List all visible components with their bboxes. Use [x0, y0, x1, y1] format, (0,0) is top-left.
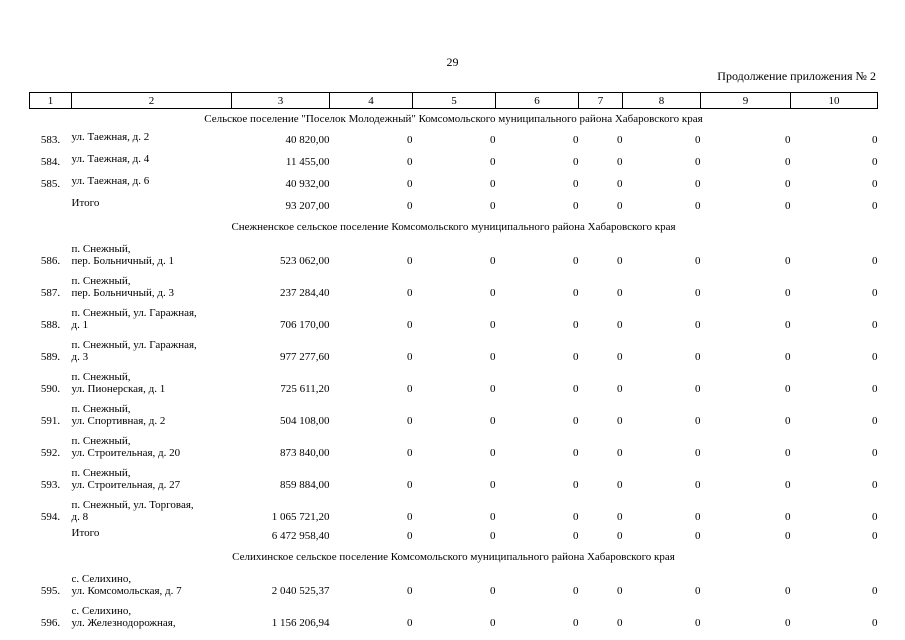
- value-cell: 0: [695, 200, 701, 212]
- address-line: ул. Пионерская, д. 1: [71, 383, 166, 395]
- value-cell: 0: [573, 287, 579, 299]
- value-cell: 0: [490, 200, 496, 212]
- address-cell: [72, 173, 232, 195]
- cost-cell: 93 207,00: [285, 200, 330, 212]
- value-cell: 0: [573, 319, 579, 331]
- value-cell: 0: [490, 479, 496, 491]
- section-title-row: [30, 547, 878, 567]
- address-line: п. Снежный,: [71, 435, 131, 447]
- address-line: п. Снежный,: [71, 275, 131, 287]
- row-number: 594.: [40, 511, 61, 523]
- address-cell: [72, 493, 232, 525]
- cost-cell: 977 277,60: [280, 351, 330, 363]
- row-number: 588.: [40, 319, 61, 331]
- address-line: ул. Железнодорожная,: [71, 617, 176, 629]
- address-line: Итого: [71, 527, 100, 539]
- address-line: ул. Строительная, д. 27: [71, 479, 181, 491]
- table-row: [30, 301, 878, 333]
- value-cell: 0: [490, 134, 496, 146]
- value-cell: 0: [490, 287, 496, 299]
- value-cell: 0: [695, 447, 701, 459]
- value-cell: 0: [407, 479, 413, 491]
- value-cell: 0: [617, 447, 623, 459]
- value-cell: 0: [695, 617, 701, 629]
- address-line: д. 8: [71, 511, 89, 523]
- section-title: Сельское поселение "Поселок Молодежный" Комсомольского муниципального района Хабаровского края: [204, 113, 703, 125]
- value-cell: 0: [872, 200, 878, 212]
- address-cell: [72, 599, 232, 631]
- value-cell: 0: [573, 178, 579, 190]
- table-row: [30, 173, 878, 195]
- value-cell: 0: [490, 617, 496, 629]
- value-cell: 0: [617, 530, 623, 542]
- address-cell: [72, 129, 232, 151]
- value-cell: 0: [407, 156, 413, 168]
- address-line: п. Снежный,: [71, 403, 131, 415]
- value-cell: 0: [872, 447, 878, 459]
- column-header: 1: [30, 93, 72, 109]
- value-cell: 0: [490, 447, 496, 459]
- value-cell: 0: [617, 585, 623, 597]
- value-cell: 0: [573, 200, 579, 212]
- value-cell: 0: [785, 617, 791, 629]
- value-cell: 0: [490, 415, 496, 427]
- value-cell: 0: [695, 415, 701, 427]
- value-cell: 0: [617, 134, 623, 146]
- header-row: [30, 93, 878, 109]
- appendix-note: Продолжение приложения № 2: [717, 69, 876, 83]
- section-title: Снежненское сельское поселение Комсомольского муниципального района Хабаровского края: [231, 221, 676, 233]
- value-cell: 0: [490, 319, 496, 331]
- address-cell: [72, 333, 232, 365]
- column-header: 9: [701, 93, 791, 109]
- value-cell: 0: [872, 287, 878, 299]
- table-body: [30, 93, 878, 632]
- value-cell: 0: [573, 511, 579, 523]
- value-cell: 0: [695, 178, 701, 190]
- value-cell: 0: [617, 319, 623, 331]
- value-cell: 0: [573, 351, 579, 363]
- value-cell: 0: [573, 255, 579, 267]
- value-cell: 0: [617, 351, 623, 363]
- value-cell: 0: [407, 200, 413, 212]
- address-line: п. Снежный, ул. Торговая,: [71, 499, 194, 511]
- value-cell: 0: [872, 511, 878, 523]
- address-cell: [72, 397, 232, 429]
- cost-cell: 706 170,00: [280, 319, 330, 331]
- row-number: 593.: [40, 479, 61, 491]
- value-cell: 0: [872, 585, 878, 597]
- row-number: 585.: [40, 178, 61, 190]
- value-cell: 0: [407, 447, 413, 459]
- value-cell: 0: [490, 156, 496, 168]
- address-line: п. Снежный,: [71, 467, 131, 479]
- value-cell: 0: [695, 479, 701, 491]
- cost-cell: 237 284,40: [280, 287, 330, 299]
- table-row: [30, 269, 878, 301]
- address-line: пер. Больничный, д. 1: [71, 255, 175, 267]
- value-cell: 0: [573, 383, 579, 395]
- column-header: 8: [623, 93, 701, 109]
- address-line: ул. Таежная, д. 4: [71, 153, 150, 165]
- table-row: [30, 567, 878, 599]
- value-cell: 0: [490, 511, 496, 523]
- value-cell: 0: [573, 479, 579, 491]
- value-cell: 0: [407, 351, 413, 363]
- value-cell: 0: [872, 530, 878, 542]
- address-cell: [72, 301, 232, 333]
- table-row: [30, 397, 878, 429]
- address-line: п. Снежный,: [71, 371, 131, 383]
- value-cell: 0: [872, 617, 878, 629]
- value-cell: 0: [617, 156, 623, 168]
- address-line: п. Снежный, ул. Гаражная,: [71, 307, 197, 319]
- address-cell: [72, 269, 232, 301]
- value-cell: 0: [573, 447, 579, 459]
- value-cell: 0: [573, 530, 579, 542]
- cost-cell: 1 156 206,94: [271, 617, 330, 629]
- address-cell: [72, 567, 232, 599]
- row-number: 586.: [40, 255, 61, 267]
- value-cell: 0: [872, 156, 878, 168]
- table-row: [30, 237, 878, 269]
- cost-cell: 504 108,00: [280, 415, 330, 427]
- value-cell: 0: [872, 178, 878, 190]
- address-cell: [72, 429, 232, 461]
- value-cell: 0: [490, 178, 496, 190]
- column-header: 10: [791, 93, 878, 109]
- value-cell: 0: [872, 351, 878, 363]
- row-number: 592.: [40, 447, 61, 459]
- cost-cell: 873 840,00: [280, 447, 330, 459]
- address-line: Итого: [71, 197, 100, 209]
- value-cell: 0: [785, 415, 791, 427]
- table-row: [30, 429, 878, 461]
- value-cell: 0: [785, 383, 791, 395]
- value-cell: 0: [785, 156, 791, 168]
- value-cell: 0: [695, 383, 701, 395]
- address-cell: [72, 461, 232, 493]
- table-row: [30, 129, 878, 151]
- address-line: ул. Таежная, д. 6: [71, 175, 150, 187]
- value-cell: 0: [617, 383, 623, 395]
- column-header: 2: [72, 93, 232, 109]
- column-header: 3: [232, 93, 330, 109]
- cost-cell: 40 820,00: [285, 134, 330, 146]
- value-cell: 0: [695, 319, 701, 331]
- row-number: 583.: [40, 134, 61, 146]
- value-cell: 0: [407, 287, 413, 299]
- address-line: п. Снежный,: [71, 243, 131, 255]
- value-cell: 0: [407, 178, 413, 190]
- value-cell: 0: [573, 156, 579, 168]
- cost-cell: 523 062,00: [280, 255, 330, 267]
- value-cell: 0: [490, 351, 496, 363]
- row-number: 584.: [40, 156, 61, 168]
- section-title-row: [30, 109, 878, 130]
- address-line: ул. Таежная, д. 2: [71, 131, 150, 143]
- address-cell: [72, 365, 232, 397]
- row-number: 595.: [40, 585, 61, 597]
- value-cell: 0: [617, 415, 623, 427]
- cost-cell: 2 040 525,37: [271, 585, 330, 597]
- column-header: 5: [413, 93, 496, 109]
- value-cell: 0: [872, 319, 878, 331]
- value-cell: 0: [617, 479, 623, 491]
- address-line: п. Снежный, ул. Гаражная,: [71, 339, 197, 351]
- value-cell: 0: [785, 585, 791, 597]
- section-title: Селихинское сельское поселение Комсомольского муниципального района Хабаровского края: [232, 551, 675, 563]
- value-cell: 0: [872, 415, 878, 427]
- value-cell: 0: [695, 351, 701, 363]
- value-cell: 0: [785, 351, 791, 363]
- value-cell: 0: [785, 447, 791, 459]
- address-cell: [72, 237, 232, 269]
- address-line: д. 3: [71, 351, 89, 363]
- address-line: ул. Строительная, д. 20: [71, 447, 181, 459]
- value-cell: 0: [407, 415, 413, 427]
- cost-cell: 725 611,20: [280, 383, 330, 395]
- value-cell: 0: [407, 585, 413, 597]
- address-line: ул. Спортивная, д. 2: [71, 415, 166, 427]
- value-cell: 0: [785, 200, 791, 212]
- cost-cell: 1 065 721,20: [271, 511, 330, 523]
- value-cell: 0: [490, 585, 496, 597]
- row-number: 591.: [40, 415, 61, 427]
- value-cell: 0: [617, 617, 623, 629]
- value-cell: 0: [490, 255, 496, 267]
- value-cell: 0: [872, 479, 878, 491]
- value-cell: 0: [573, 415, 579, 427]
- cost-cell: 11 455,00: [285, 156, 330, 168]
- data-table: [29, 92, 878, 631]
- address-line: с. Селихино,: [71, 573, 132, 585]
- value-cell: 0: [695, 530, 701, 542]
- table-row: [30, 365, 878, 397]
- row-number: 596.: [40, 617, 61, 629]
- value-cell: 0: [695, 255, 701, 267]
- value-cell: 0: [407, 319, 413, 331]
- column-header: 4: [330, 93, 413, 109]
- value-cell: 0: [407, 511, 413, 523]
- table-row: [30, 151, 878, 173]
- value-cell: 0: [573, 585, 579, 597]
- address-line: с. Селихино,: [71, 605, 132, 617]
- value-cell: 0: [785, 178, 791, 190]
- value-cell: 0: [785, 319, 791, 331]
- address-line: д. 1: [71, 319, 89, 331]
- row-number: 589.: [40, 351, 61, 363]
- value-cell: 0: [695, 134, 701, 146]
- value-cell: 0: [785, 479, 791, 491]
- value-cell: 0: [573, 134, 579, 146]
- value-cell: 0: [785, 255, 791, 267]
- table-row: [30, 599, 878, 631]
- value-cell: 0: [617, 255, 623, 267]
- value-cell: 0: [695, 287, 701, 299]
- cost-cell: 859 884,00: [280, 479, 330, 491]
- table-row: [30, 493, 878, 525]
- address-line: ул. Комсомольская, д. 7: [71, 585, 182, 597]
- value-cell: 0: [407, 255, 413, 267]
- cost-cell: 40 932,00: [285, 178, 330, 190]
- value-cell: 0: [573, 617, 579, 629]
- table-row: [30, 333, 878, 365]
- value-cell: 0: [872, 134, 878, 146]
- total-row: [30, 525, 878, 547]
- value-cell: 0: [617, 287, 623, 299]
- value-cell: 0: [407, 617, 413, 629]
- value-cell: 0: [617, 178, 623, 190]
- value-cell: 0: [407, 383, 413, 395]
- row-number: [30, 525, 72, 547]
- total-label: [72, 195, 232, 217]
- column-header: 6: [496, 93, 579, 109]
- table-row: [30, 461, 878, 493]
- value-cell: 0: [785, 530, 791, 542]
- column-header: 7: [579, 93, 623, 109]
- row-number: 590.: [40, 383, 61, 395]
- cost-cell: 6 472 958,40: [271, 530, 330, 542]
- value-cell: 0: [785, 511, 791, 523]
- section-title-row: [30, 217, 878, 237]
- row-number: [30, 195, 72, 217]
- total-row: [30, 195, 878, 217]
- value-cell: 0: [490, 530, 496, 542]
- value-cell: 0: [872, 255, 878, 267]
- value-cell: 0: [872, 383, 878, 395]
- value-cell: 0: [695, 156, 701, 168]
- value-cell: 0: [617, 200, 623, 212]
- value-cell: 0: [617, 511, 623, 523]
- page-number: 29: [446, 55, 459, 69]
- value-cell: 0: [407, 134, 413, 146]
- total-label: [72, 525, 232, 547]
- value-cell: 0: [695, 511, 701, 523]
- value-cell: 0: [785, 287, 791, 299]
- value-cell: 0: [695, 585, 701, 597]
- value-cell: 0: [490, 383, 496, 395]
- address-line: пер. Больничный, д. 3: [71, 287, 175, 299]
- value-cell: 0: [785, 134, 791, 146]
- address-cell: [72, 151, 232, 173]
- row-number: 587.: [40, 287, 61, 299]
- value-cell: 0: [407, 530, 413, 542]
